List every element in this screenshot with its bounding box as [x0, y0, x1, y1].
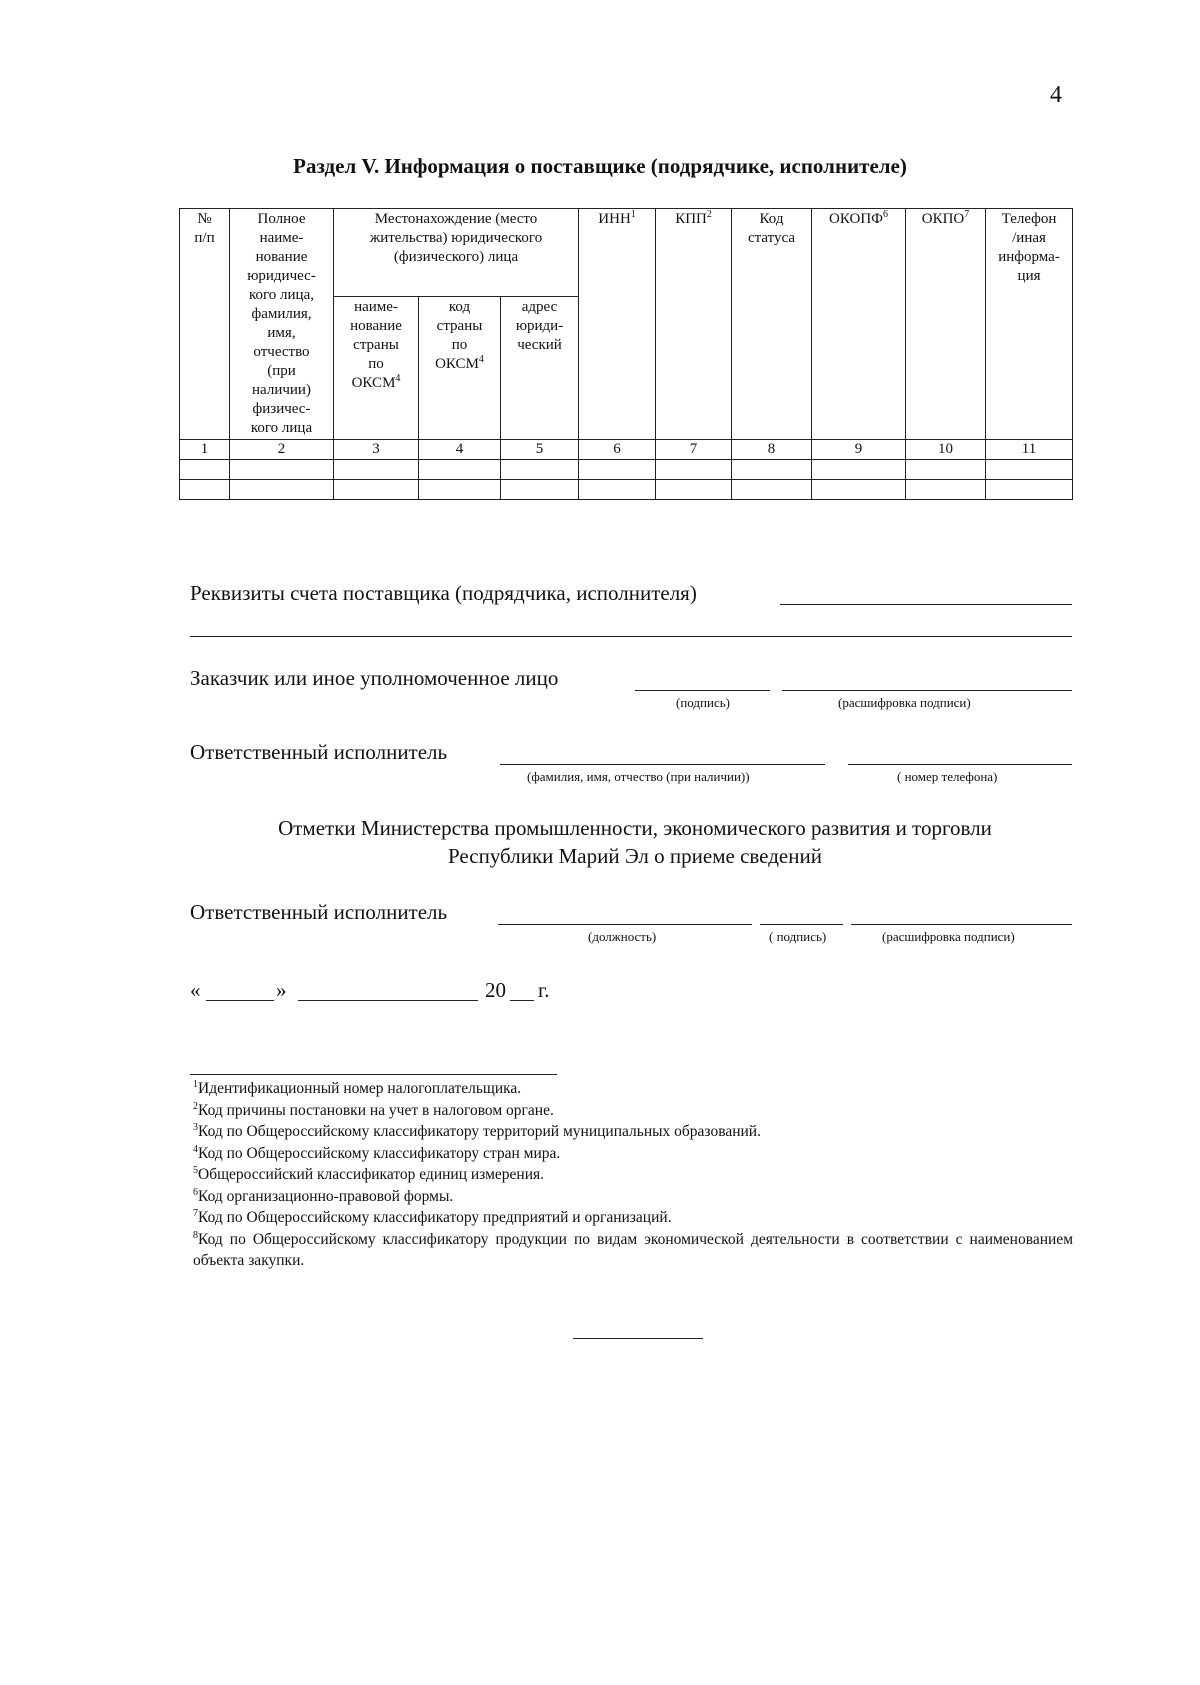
footnote-8: $^8$Код по Общероссийскому классификатору продукции по видам экономической деятельности в соответствии с наименованием объекта закупки. [193, 1229, 1073, 1269]
table-row [180, 460, 1073, 480]
requisites-field[interactable] [780, 604, 1072, 605]
date-year-prefix: 20 [485, 978, 506, 1002]
table-row [180, 480, 1073, 500]
name-caption: (фамилия, имя, отчество (при наличии)) [527, 769, 750, 784]
header-col-inn: ИНН$^1$ [579, 209, 656, 440]
header-col-status-code: Код статуса [732, 209, 812, 440]
date-year-suffix: г. [538, 978, 550, 1002]
responsible-executor-name-field[interactable] [500, 764, 825, 765]
ministry-executor-label: Ответственный исполнитель [190, 900, 448, 924]
header-col-legal-address: адрес юриди- ческий [501, 296, 579, 439]
footnote-5: $^5$Общероссийский классификатор единиц измерения. [193, 1164, 544, 1183]
ministry-executor-decode-field[interactable] [851, 924, 1072, 925]
header-col-country-code: код страны по ОКСМ$^4$ [419, 296, 501, 439]
table-column-numbers-row: 1 2 3 4 5 6 7 8 9 10 11 [180, 440, 1073, 460]
footnote-1: $^1$Идентификационный номер налогоплательщика. [193, 1078, 522, 1097]
header-col-okpo: ОКПО$^7$ [906, 209, 986, 440]
footnote-7: $^7$Код по Общероссийскому классификатору предприятий и организаций. [193, 1207, 672, 1226]
date-month-field[interactable] [298, 1000, 478, 1001]
position-caption: (должность) [588, 929, 657, 944]
supplier-info-table [179, 208, 1073, 500]
customer-sign-caption: (подпись) [676, 695, 730, 710]
decode-caption: (расшифровка подписи) [882, 929, 1015, 944]
requisites-label: Реквизиты счета поставщика (подрядчика, исполнителя) [190, 581, 697, 605]
footnote-2: $^2$Код причины постановки на учет в налоговом органе. [193, 1100, 554, 1119]
page-number: 4 [1050, 82, 1062, 108]
header-col-full-name: Полное наиме- нование юридичес- кого лица, фамилия, имя, отчество (при наличии) физичес- кого лица [230, 209, 334, 440]
header-col-kpp: КПП$^2$ [656, 209, 732, 440]
date-year-field[interactable] [510, 1000, 534, 1001]
customer-signature-decode-field[interactable] [782, 690, 1072, 691]
header-col-phone: Телефон /иная информа- ция [986, 209, 1073, 440]
table-header-row-1 [180, 209, 1073, 297]
customer-decode-caption: (расшифровка подписи) [838, 695, 971, 710]
responsible-executor-label: Ответственный исполнитель [190, 740, 448, 764]
end-of-document-rule [573, 1338, 703, 1339]
date-day-field[interactable] [206, 1000, 274, 1001]
responsible-executor-phone-field[interactable] [848, 764, 1072, 765]
ministry-executor-position-field[interactable] [498, 924, 752, 925]
footnote-3: $^3$Код по Общероссийскому классификатору территорий муниципальных образований. [193, 1121, 761, 1140]
header-col-number: № п/п [180, 209, 230, 440]
date-open-quote: « [190, 978, 201, 1002]
ministry-executor-signature-field[interactable] [760, 924, 843, 925]
footnote-4: $^4$Код по Общероссийскому классификатору стран мира. [193, 1143, 561, 1162]
requisites-field-line-2[interactable] [190, 636, 1072, 637]
phone-caption: ( номер телефона) [897, 769, 998, 784]
header-col-okopf: ОКОПФ$^6$ [812, 209, 906, 440]
customer-label: Заказчик или иное уполномоченное лицо [190, 666, 559, 690]
signature-caption: ( подпись) [769, 929, 827, 944]
section-title: Раздел V. Информация о поставщике (подрядчике, исполнителе) [293, 154, 907, 178]
ministry-marks-heading: Отметки Министерства промышленности, экономического развития и торговли Республики Марий Эл о приеме сведений [278, 816, 992, 868]
footnotes [193, 1078, 1073, 1272]
date-close-quote: » [276, 978, 287, 1002]
customer-signature-field[interactable] [635, 690, 770, 691]
footnote-6: $^6$Код организационно-правовой формы. [193, 1186, 454, 1205]
header-location-group: Местонахождение (место жительства) юридического (физического) лица [334, 209, 579, 297]
header-col-country-name: наиме- нование страны по ОКСМ$^4$ [334, 296, 419, 439]
footnote-separator [190, 1074, 557, 1075]
